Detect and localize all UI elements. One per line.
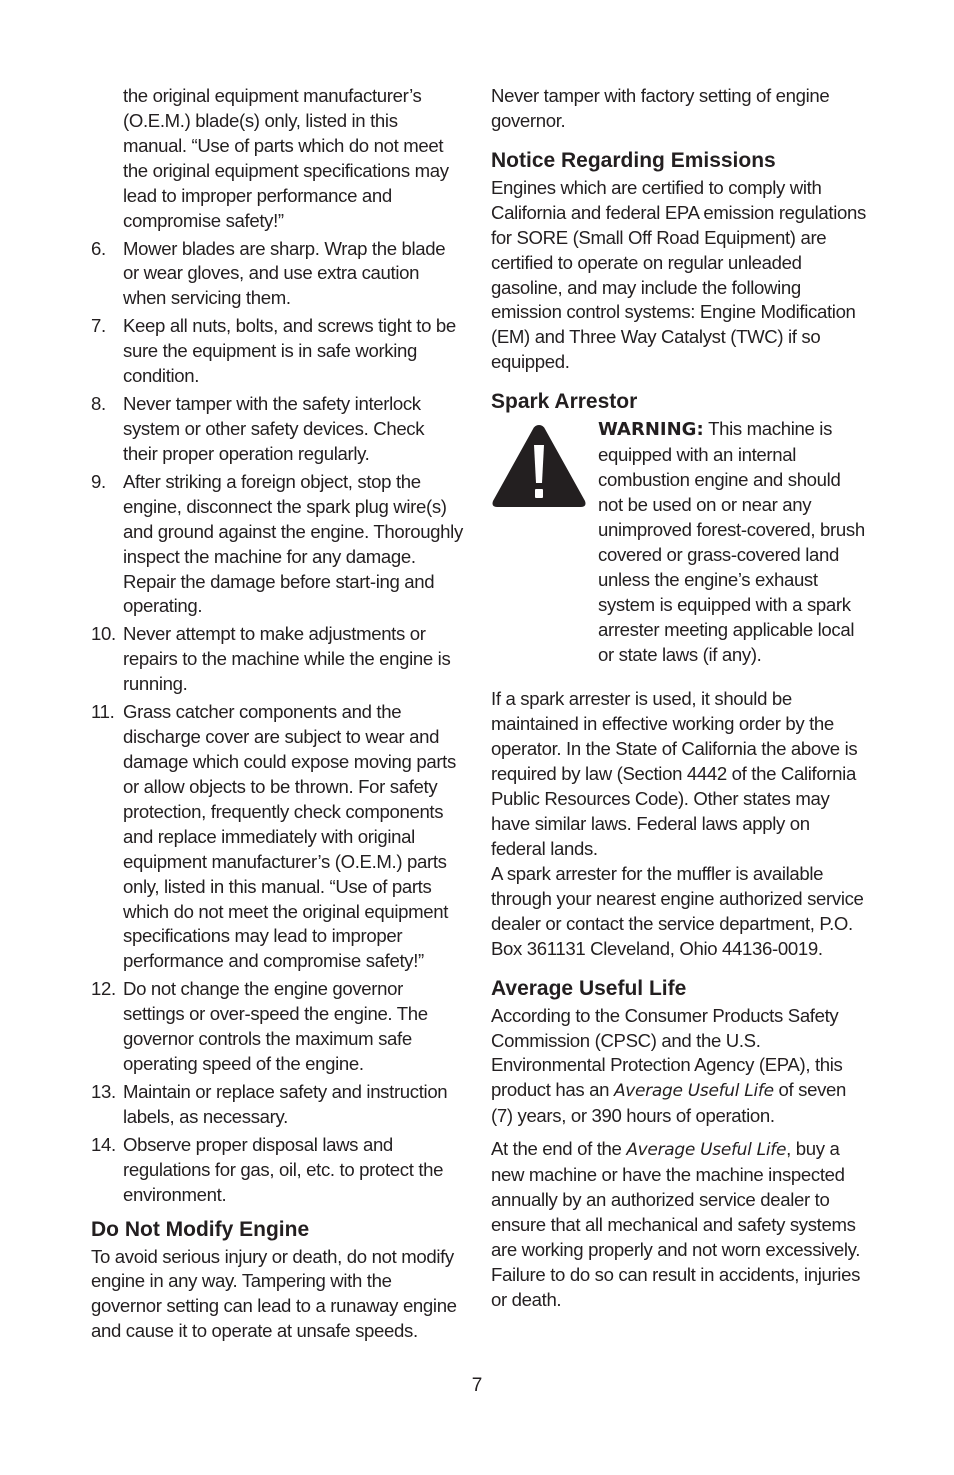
safety-rules-list — [91, 237, 463, 1208]
warning-body: This machine is equipped with an internal combustion engine and should not be used on or near any unimproved forest-covered, brush covered or grass-covered land unless the engine’s exhaust system is equipped with a spark arrester meeting applicable local or state laws (if any). — [598, 418, 865, 665]
list-item-number: 13. — [91, 1080, 116, 1102]
warning-text — [598, 417, 866, 667]
list-item-text: Grass catcher components and the discharge cover are subject to wear and damage which could expose moving parts or allow objects to be thrown. For safety protection, frequently check components and replace immediately with original equipment manufacturer’s (O.E.M.) parts only, listed in this manual. “Use of parts which do not meet the original equipment specifications may lead to improper performance and compromise safety!” — [123, 701, 456, 972]
spark-arrestor-heading: Spark Arrestor — [491, 390, 638, 414]
spark-text-2: A spark arrester for the muffler is available through your nearest engine authorized service dealer or contact the service department, P.O. Box 361131 Cleveland, Ohio 44136-0019. — [491, 862, 864, 959]
list-item-text: Never attempt to make adjustments or repairs to the machine while the engine is running. — [123, 623, 451, 695]
list-item-number: 7. — [91, 315, 106, 337]
life-p2-end: , buy a new machine or have the machine inspected annually by an authorized service dealer to ensure that all mechanical and safety systems are working properly and not worn excessively. Failure to do so can result in accidents, injuries or death. — [491, 1138, 861, 1310]
list-item-number: 11. — [91, 701, 115, 723]
list-item-number: 8. — [91, 393, 106, 415]
list-item — [91, 392, 463, 467]
list-item — [91, 622, 463, 697]
emissions-heading: Notice Regarding Emissions — [491, 148, 776, 172]
life-p2-start: At the end of the — [491, 1138, 627, 1160]
page-number: 7 — [471, 1375, 483, 1396]
continuation-text: the original equipment manufacturer’s (O.E.M.) blade(s) only, listed in this manual. “Use of parts which do not meet the original equipment specifications may lead to improper performance and compromise safety!” — [123, 85, 449, 231]
list-item-number: 14. — [91, 1133, 116, 1155]
life-p1-end: of seven (7) years, or 390 hours of operation. — [491, 1079, 847, 1127]
right-column — [491, 84, 866, 1313]
list-item-number: 6. — [91, 237, 106, 259]
list-item-number: 9. — [91, 470, 106, 492]
list-item-text: Maintain or replace safety and instruction labels, as necessary. — [123, 1080, 448, 1127]
list-item-text: Never tamper with the safety interlock system or other safety devices. Check their proper operation regularly. — [123, 393, 425, 464]
list-item-text: Mower blades are sharp. Wrap the blade or wear gloves, and use extra caution when servicing them. — [123, 237, 446, 309]
list-item — [91, 237, 463, 312]
list-item-number: 12. — [91, 978, 116, 1000]
warning-label: WARNING: — [598, 419, 704, 441]
list-item — [91, 470, 463, 620]
left-column — [91, 84, 463, 1344]
warning-block — [491, 417, 866, 667]
list-item-text: Keep all nuts, bolts, and screws tight to be sure the equipment is in safe working condition. — [123, 315, 456, 387]
list-item — [91, 1080, 463, 1130]
life-p1-start: According to the Consumer Products Safety Commission (CPSC) and the U.S. Environmental Protection Agency (EPA), this product has an — [491, 1004, 843, 1101]
list-item-number: 10. — [91, 623, 116, 645]
life-p1-emphasis: Average Useful Life — [613, 1081, 774, 1102]
list-item-text: Observe proper disposal laws and regulations for gas, oil, etc. to protect the environment. — [123, 1133, 444, 1205]
useful-life-text-1 — [491, 1004, 866, 1130]
list-item — [91, 314, 463, 389]
list-item — [91, 700, 463, 974]
governor-text: Never tamper with factory setting of engine governor. — [491, 85, 830, 131]
emissions-text: Engines which are certified to comply with California and federal EPA emission regulations for SORE (Small Off Road Equipment) are certified to operate on regular unleaded gasoline, and may include the following emission control systems: Engine Modification (EM) and Three Way Catalyst (TWC) if so equipped. — [491, 176, 866, 373]
spark-text-1: If a spark arrester is used, it should be maintained in effective working order by the operator. In the State of California the above is required by law (Section 4442 of the California Public Resources Code). Other states may have similar laws. Federal laws apply on federal lands. — [491, 688, 858, 859]
list-item-text: After striking a foreign object, stop the engine, disconnect the spark plug wire(s) and ground against the engine. Thoroughly inspect the machine for any damage. Repair the damage before start-ing and operating. — [123, 470, 463, 617]
list-item — [91, 1133, 463, 1208]
warning-triangle-icon — [491, 417, 598, 667]
useful-life-text-2 — [491, 1137, 866, 1312]
list-item — [91, 977, 463, 1077]
list-item-text: Do not change the engine governor settings or over-speed the engine. The governor controls the maximum safe operating speed of the engine. — [123, 978, 428, 1075]
do-not-modify-text: To avoid serious injury or death, do not modify engine in any way. Tampering with the governor setting can lead to a runaway engine and cause it to operate at unsafe speeds. — [91, 1245, 457, 1342]
do-not-modify-heading: Do Not Modify Engine — [91, 1217, 310, 1241]
life-p2-emphasis: Average Useful Life — [626, 1140, 787, 1161]
useful-life-heading: Average Useful Life — [491, 976, 687, 1000]
